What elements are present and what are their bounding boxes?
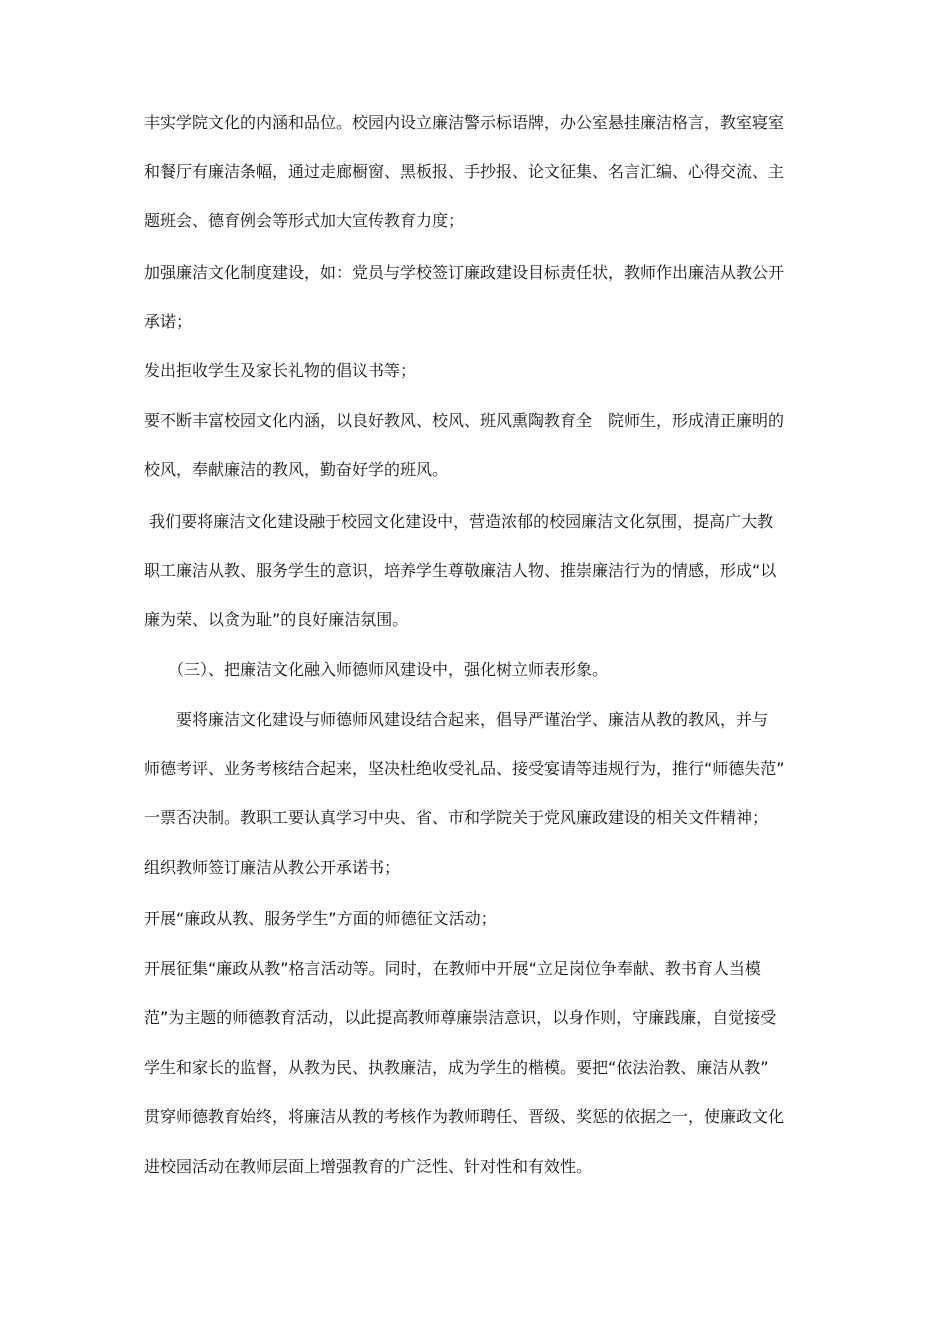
- text-line-15: 一票否决制。教职工要认真学习中央、省、市和学院关于党风廉政建设的相关文件精神；: [144, 808, 769, 827]
- section-heading: （三）、把廉洁文化融入师德师风建设中，强化树立师表形象。: [144, 660, 609, 679]
- text-line-21: 贯穿师德教育始终，将廉洁从教的考核作为教师聘任、晋级、奖惩的依据之一，使廉政文化: [144, 1107, 785, 1126]
- text-line-4: 加强廉洁文化制度建设，如：党员与学校签订廉政建设目标责任状，教师作出廉洁从教公开: [144, 263, 785, 282]
- text-line-14: 师德考评、业务考核结合起来，坚决杜绝收受礼品、接受宴请等违规行为，推行“师德失范”: [144, 759, 785, 778]
- text-line-1: 丰实学院文化的内涵和品位。校园内设立廉洁警示标语牌，办公室悬挂廉洁格言，教室寝室: [144, 113, 785, 132]
- text-line-16: 组织教师签订廉洁从教公开承诺书；: [144, 858, 401, 877]
- text-line-6: 发出拒收学生及家长礼物的倡议书等；: [144, 361, 417, 380]
- text-line-18: 开展征集“廉政从教”格言活动等。同时，在教师中开展“立足岗位争奉献、教书育人当模: [144, 959, 761, 978]
- text-line-8: 校风，奉献廉洁的教风，勤奋好学的班风。: [144, 460, 449, 479]
- text-line-13: 要将廉洁文化建设与师德师风建设结合起来，倡导严谨治学、廉洁从教的教风，并与: [144, 710, 769, 729]
- text-line-2: 和餐厅有廉洁条幅，通过走廊橱窗、黑板报、手抄报、论文征集、名言汇编、心得交流、主: [144, 162, 785, 181]
- text-line-11: 廉为荣、以贪为耻”的良好廉洁氛围。: [144, 610, 409, 629]
- text-line-7: 要不断丰富校园文化内涵，以良好教风、校风、班风熏陶教育全 院师生，形成清正廉明的: [144, 411, 785, 430]
- text-line-3: 题班会、德育例会等形式加大宣传教育力度；: [144, 211, 465, 230]
- text-line-9: 我们要将廉洁文化建设融于校园文化建设中，营造浓郁的校园廉洁文化氛围，提高广大教: [144, 512, 774, 531]
- text-line-5: 承诺；: [144, 312, 193, 331]
- text-line-20: 学生和家长的监督，从教为民、执教廉洁，成为学生的楷模。要把“依法治教、廉洁从教”: [144, 1058, 769, 1077]
- text-line-19: 范”为主题的师德教育活动，以此提高教师尊廉崇洁意识，以身作则，守廉践廉，自觉接受: [144, 1008, 777, 1027]
- text-line-22: 进校园活动在教师层面上增强教育的广泛性、针对性和有效性。: [144, 1157, 593, 1176]
- text-line-10: 职工廉洁从教、服务学生的意识，培养学生尊敬廉洁人物、推崇廉洁行为的情感，形成“以: [144, 561, 777, 580]
- text-line-17: 开展“廉政从教、服务学生”方面的师德征文活动；: [144, 909, 497, 928]
